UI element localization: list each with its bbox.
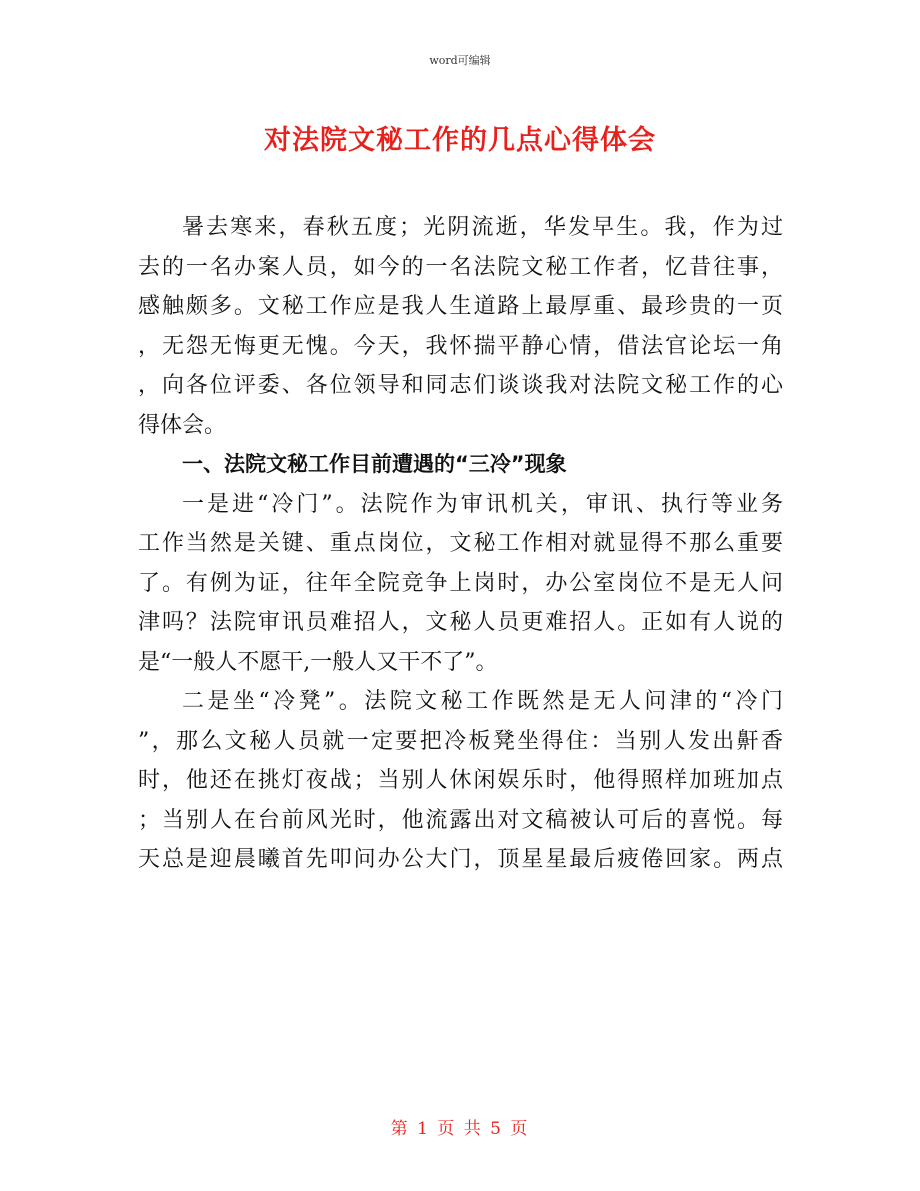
text-line: 天总是迎晨曦首先叩问办公大门，顶星星最后疲倦回家。两点 [138,847,783,872]
text-line: 二是坐“冷凳”。法院文秘工作既然是无人问津的“冷门 [182,689,783,714]
text-line: 时，他还在挑灯夜战；当别人休闲娱乐时，他得照样加班加点 [138,768,783,793]
section-heading: 一、法院文秘工作目前遭遇的“三冷”现象 [182,452,567,476]
text-line: 得体会。 [138,412,227,438]
header-note: word可编辑 [429,54,491,67]
text-line: ；当别人在台前风光时，他流露出对文稿被认可后的喜悦。每 [138,807,783,833]
text-line: 工作当然是关键、重点岗位，文秘工作相对就显得不那么重要 [138,531,783,556]
paragraph-cold-bench [138,682,783,880]
text-line: ，向各位评委、各位领导和同志们谈谈我对法院文秘工作的心 [138,373,783,398]
text-line: 了。有例为证，往年全院竞争上岗时，办公室岗位不是无人问 [138,570,783,596]
text-line: 津吗？法院审讯员难招人，文秘人员更难招人。正如有人说的 [138,610,783,635]
text-line: 去的一名办案人员，如今的一名法院文秘工作者，忆昔往事， [138,254,783,280]
page-footer: 第 1 页 共 5 页 [390,1119,530,1139]
paragraph-intro [138,208,783,445]
document-title: 对法院文秘工作的几点心得体会 [264,125,656,156]
text-line: ，无怨无悔更无愧。今天，我怀揣平静心情，借法官论坛一角 [138,333,783,359]
document-body [138,208,783,880]
text-line: 感触颇多。文秘工作应是我人生道路上最厚重、最珍贵的一页 [138,294,783,319]
text-line: 暑去寒来，春秋五度；光阴流逝，华发早生。我，作为过 [182,215,783,240]
text-line: 是“一般人不愿干,一般人又干不了”。 [138,649,498,675]
paragraph-cold-door [138,485,783,683]
text-line: 一是进“冷门”。法院作为审讯机关，审讯、执行等业务 [182,491,783,517]
text-line: ”，那么文秘人员就一定要把冷板凳坐得住：当别人发出鼾香 [138,728,783,754]
